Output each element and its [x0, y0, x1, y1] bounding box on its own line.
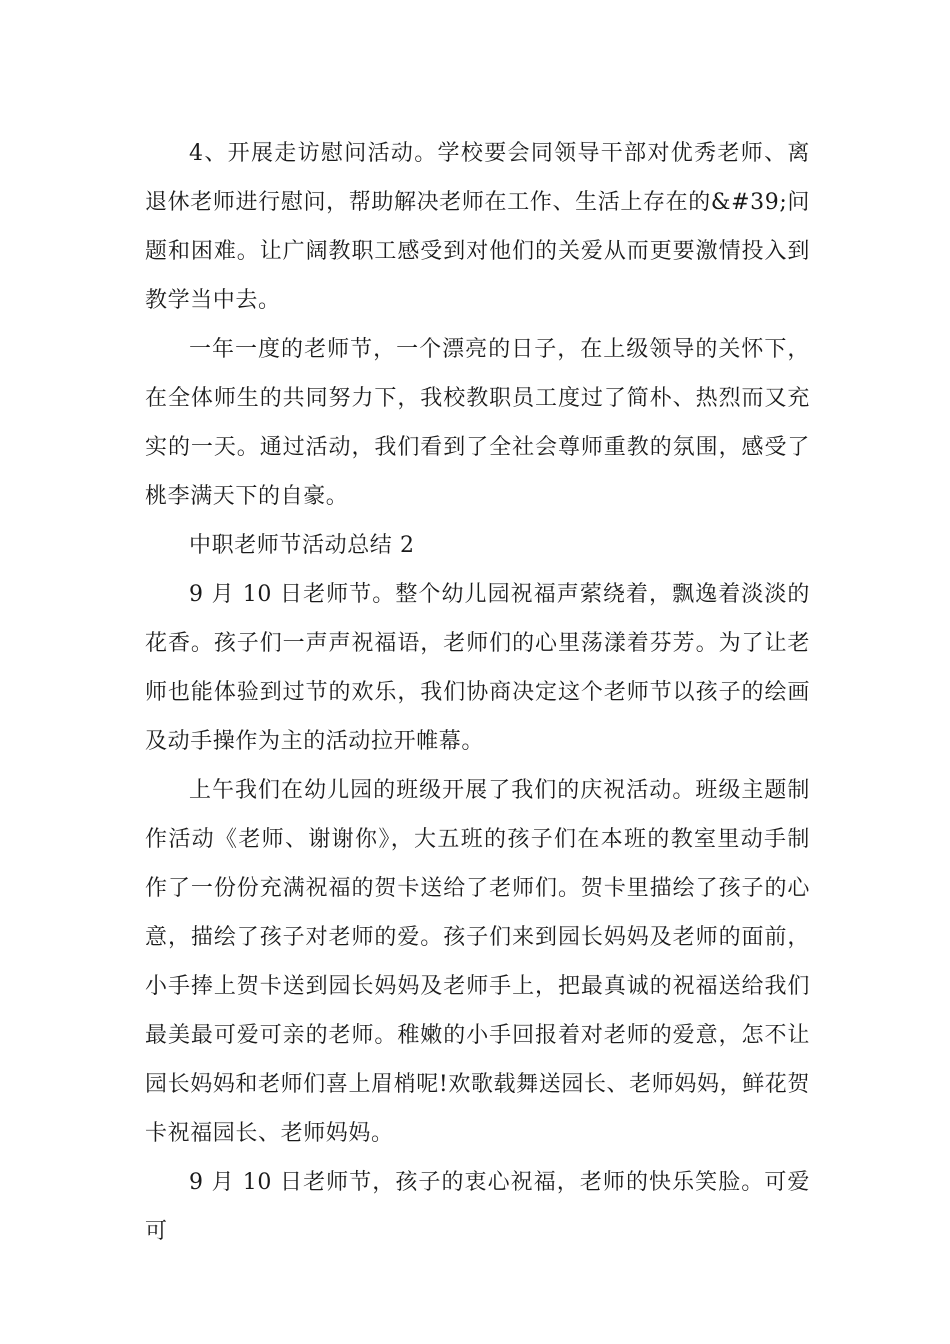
paragraph-kindergarten-intro: 9 月 10 日老师节。整个幼儿园祝福声萦绕着，飘逸着淡淡的花香。孩子们一声声祝福语，老师们的心里荡漾着芬芳。为了让老师也能体验到过节的欢乐，我们协商决定这个老师节以孩子的绘画及动手操作为主的活动拉开帷幕。 [145, 582, 810, 754]
section-title: 中职老师节活动总结 2 [189, 533, 415, 558]
paragraph-class-celebration: 上午我们在幼儿园的班级开展了我们的庆祝活动。班级主题制作活动《老师、谢谢你》，大五班的孩子们在本班的教室里动手制作了一份份充满祝福的贺卡送给了老师们。贺卡里描绘了孩子的心意，描绘了孩子对老师的爱。孩子们来到园长妈妈及老师的面前，小手捧上贺卡送到园长妈妈及老师手上，把最真诚的祝福送给我们最美最可爱可亲的老师。稚嫩的小手回报着对老师的爱意，怎不让园长妈妈和老师们喜上眉梢呢!欢歌载舞送园长、老师妈妈，鲜花贺卡祝福园长、老师妈妈。 [145, 778, 810, 1146]
paragraph-teachers-day-summary: 一年一度的老师节，一个漂亮的日子，在上级领导的关怀下，在全体师生的共同努力下，我校教职员工度过了简朴、热烈而又充实的一天。通过活动，我们看到了全社会尊师重教的氛围，感受了桃李满天下的自豪。 [145, 337, 810, 509]
paragraph-visit-activity: 4、开展走访慰问活动。学校要会同领导干部对优秀老师、离退休老师进行慰问，帮助解决老师在工作、生活上存在的&#39;问题和困难。让广阔教职工感受到对他们的关爱从而更要激情投入到教学当中去。 [145, 141, 810, 313]
paragraph-closing-fragment: 9 月 10 日老师节，孩子的衷心祝福，老师的快乐笑脸。可爱可 [145, 1170, 810, 1244]
document-body [145, 129, 810, 1256]
